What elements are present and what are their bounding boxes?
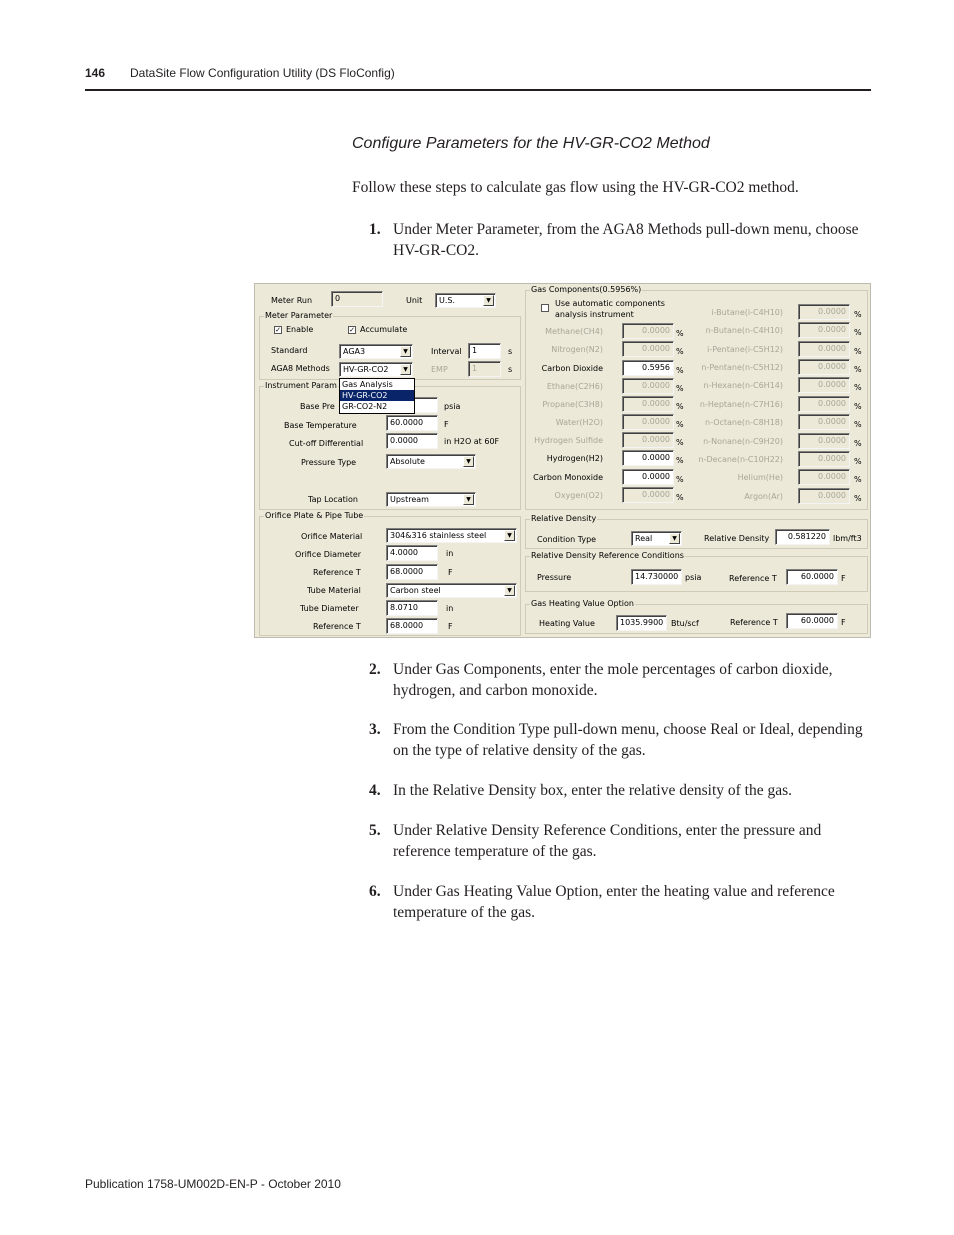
orifice-material-select[interactable] <box>386 528 517 543</box>
pressure-type-select[interactable] <box>386 454 476 469</box>
gas-component-field[interactable]: 0.0000 <box>798 304 850 320</box>
gas-component-field[interactable]: 0.0000 <box>798 322 850 338</box>
gas-component-field[interactable]: 0.0000 <box>622 378 674 394</box>
gas-component-field[interactable]: 0.0000 <box>622 323 674 339</box>
pressure-type-value: Absolute <box>390 457 425 466</box>
gas-component-field[interactable]: 0.0000 <box>798 488 850 504</box>
page-header-number: 146 <box>85 66 106 80</box>
step-text: Under Gas Components, enter the mole percentages of carbon dioxide, hydrogen, and carbon monoxide. <box>393 661 833 699</box>
section-title: Configure Parameters for the HV-GR-CO2 Method <box>352 135 710 152</box>
orifice-diameter-unit: in <box>446 549 454 558</box>
step-number: 1. <box>369 221 381 238</box>
gas-component-field[interactable]: 0.0000 <box>798 396 850 412</box>
rd-reference-t-field[interactable]: 60.0000 <box>786 569 838 585</box>
hv-reference-t-unit: F <box>841 618 846 627</box>
tap-location-label: Tap Location <box>308 495 358 504</box>
aga8-methods-label: AGA8 Methods <box>271 364 330 373</box>
gas-component-unit: % <box>854 402 862 411</box>
tube-reference-t-label: Reference T <box>313 622 361 631</box>
gas-component-label: i-Butane(i-C4H10) <box>711 308 783 317</box>
gas-component-field[interactable]: 0.0000 <box>798 341 850 357</box>
step-number: 5. <box>369 822 381 839</box>
gas-component-field[interactable]: 0.0000 <box>798 433 850 449</box>
automatic-components-label-2: analysis instrument <box>555 310 634 319</box>
cutoff-differential-label: Cut-off Differential <box>289 439 364 448</box>
emp-label: EMP <box>431 365 448 374</box>
meter-run-label: Meter Run <box>271 296 313 305</box>
gas-component-field[interactable]: 0.0000 <box>622 341 674 357</box>
gas-component-field[interactable]: 0.0000 <box>622 487 674 503</box>
enable-checkbox[interactable]: ✓ <box>275 326 281 334</box>
standard-select[interactable] <box>339 344 413 359</box>
chevron-down-icon[interactable]: ▼ <box>463 456 474 467</box>
gas-component-unit: % <box>854 494 862 503</box>
gas-component-unit: % <box>854 457 862 466</box>
step-text: In the Relative Density box, enter the relative density of the gas. <box>393 782 793 799</box>
gas-component-unit: % <box>854 475 862 484</box>
chevron-down-icon[interactable]: ▼ <box>400 346 411 357</box>
rd-reference-t-unit: F <box>841 574 846 583</box>
hv-reference-t-field[interactable]: 60.0000 <box>786 613 838 629</box>
tube-material-value: Carbon steel <box>390 586 441 595</box>
gas-component-field[interactable]: 0.0000 <box>622 469 674 485</box>
step-number: 4. <box>369 782 381 799</box>
orifice-reference-t-label: Reference T <box>313 568 361 577</box>
tap-location-select[interactable] <box>386 492 476 507</box>
step-text: Under Relative Density Reference Conditions, enter the pressure and reference temperature of the gas. <box>393 822 822 860</box>
meter-run-field[interactable]: 0 <box>331 291 383 307</box>
tube-reference-t-field[interactable]: 68.0000 <box>386 618 438 634</box>
gas-component-label: Argon(Ar) <box>744 492 783 501</box>
gas-component-label: n-Pentane(n-C5H12) <box>701 363 783 372</box>
gas-component-unit: % <box>854 383 862 392</box>
step-text: Under Meter Parameter, from the AGA8 Methods pull-down menu, choose HV-GR-CO2. <box>393 221 859 259</box>
gas-component-label: Carbon Dioxide <box>541 364 603 373</box>
gas-component-label: Ethane(C2H6) <box>546 382 603 391</box>
emp-unit: s <box>508 365 513 374</box>
gas-component-unit: % <box>676 384 684 393</box>
gas-component-field[interactable]: 0.0000 <box>798 359 850 375</box>
aga8-methods-value: HV-GR-CO2 <box>343 365 389 374</box>
gas-component-label: n-Octane(n-C8H18) <box>705 418 783 427</box>
page-footer: Publication 1758-UM002D-EN-P - October 2010 <box>85 1177 341 1191</box>
heating-value-field[interactable]: 1035.9900 <box>616 615 667 631</box>
rd-reference-legend: Relative Density Reference Conditions <box>531 551 684 560</box>
tube-reference-t-unit: F <box>448 622 453 631</box>
header-rule <box>85 89 871 91</box>
orifice-reference-t-field[interactable]: 68.0000 <box>386 564 438 580</box>
orifice-plate-legend: Orifice Plate & Pipe Tube <box>265 511 364 520</box>
tube-diameter-label: Tube Diameter <box>300 604 359 613</box>
dropdown-option-hv-gr-co2[interactable]: HV-GR-CO2 <box>340 390 414 401</box>
aga8-methods-dropdown <box>339 378 415 414</box>
base-pressure-label: Base Pre <box>300 402 335 411</box>
orifice-reference-t-unit: F <box>448 568 453 577</box>
dropdown-option-gas-analysis[interactable]: Gas Analysis <box>342 380 393 389</box>
rd-reference-t-label: Reference T <box>729 574 777 583</box>
gas-component-unit: % <box>676 438 684 447</box>
base-temperature-field[interactable]: 60.0000 <box>386 415 438 431</box>
relative-density-label: Relative Density <box>704 534 770 543</box>
gas-component-unit: % <box>854 365 862 374</box>
tube-diameter-unit: in <box>446 604 454 613</box>
gas-component-label: Hydrogen Sulfide <box>534 436 603 445</box>
gas-component-label: n-Heptane(n-C7H16) <box>699 400 783 409</box>
step-number: 3. <box>369 721 381 738</box>
unit-label: Unit <box>406 296 423 305</box>
gas-component-label: Hydrogen(H2) <box>546 454 603 463</box>
automatic-components-label-1: Use automatic components <box>555 299 665 308</box>
standard-value: AGA3 <box>343 347 366 356</box>
interval-field[interactable]: 1 <box>468 343 501 359</box>
gas-component-label: Helium(He) <box>737 473 783 482</box>
chevron-down-icon[interactable]: ▼ <box>483 295 494 306</box>
accumulate-label: Accumulate <box>360 325 408 334</box>
gas-component-unit: % <box>676 475 684 484</box>
meter-parameter-legend: Meter Parameter <box>265 311 333 320</box>
page-header-title: DataSite Flow Configuration Utility (DS FloConfig) <box>130 66 395 80</box>
interval-label: Interval <box>431 347 462 356</box>
chevron-down-icon[interactable]: ▼ <box>669 533 680 544</box>
cutoff-differential-unit: in H2O at 60F <box>444 437 500 446</box>
gas-component-field[interactable]: 0.0000 <box>622 414 674 430</box>
unit-value: U.S. <box>439 296 456 305</box>
condition-type-select[interactable] <box>631 531 682 546</box>
gas-component-label: Nitrogen(N2) <box>551 345 603 354</box>
gas-component-unit: % <box>854 439 862 448</box>
accumulate-checkbox[interactable]: ✓ <box>349 326 355 334</box>
gas-component-unit: % <box>676 402 684 411</box>
dropdown-option-gr-co2-n2[interactable]: GR-CO2-N2 <box>342 402 388 411</box>
gas-component-label: Propane(C3H8) <box>542 400 603 409</box>
cutoff-differential-field[interactable]: 0.0000 <box>386 433 438 449</box>
step-number: 2. <box>369 661 381 678</box>
chevron-down-icon[interactable]: ▼ <box>463 494 474 505</box>
gas-component-unit: % <box>854 328 862 337</box>
gas-component-unit: % <box>854 347 862 356</box>
interval-unit: s <box>508 347 513 356</box>
condition-type-label: Condition Type <box>537 535 597 544</box>
intro-paragraph: Follow these steps to calculate gas flow using the HV-GR-CO2 method. <box>352 179 799 196</box>
gas-component-field[interactable]: 0.0000 <box>622 396 674 412</box>
chevron-down-icon[interactable]: ▼ <box>504 530 515 541</box>
gas-component-unit: % <box>676 493 684 502</box>
heating-value-legend: Gas Heating Value Option <box>531 599 634 608</box>
tube-material-label: Tube Material <box>307 586 361 595</box>
gas-component-field[interactable]: 0.0000 <box>798 451 850 467</box>
gas-component-label: i-Pentane(i-C5H12) <box>707 345 783 354</box>
gas-component-field[interactable]: 0.0000 <box>798 377 850 393</box>
automatic-components-checkbox[interactable] <box>541 304 549 312</box>
pressure-label: Pressure <box>537 573 572 582</box>
enable-label: Enable <box>286 325 314 334</box>
step-text: Under Gas Heating Value Option, enter the heating value and reference temperature of the gas. <box>393 883 835 921</box>
gas-component-unit: % <box>676 329 684 338</box>
orifice-diameter-label: Orifice Diameter <box>295 550 362 559</box>
tube-material-select[interactable] <box>386 583 517 598</box>
gas-component-unit: % <box>854 310 862 319</box>
chevron-down-icon[interactable]: ▼ <box>400 364 411 375</box>
step-number: 6. <box>369 883 381 900</box>
standard-label: Standard <box>271 346 308 355</box>
gas-component-unit: % <box>676 366 684 375</box>
gas-component-unit: % <box>676 347 684 356</box>
chevron-down-icon[interactable]: ▼ <box>504 585 515 596</box>
tap-location-value: Upstream <box>390 495 429 504</box>
relative-density-field[interactable]: 0.581220 <box>775 529 830 545</box>
gas-components-legend: Gas Components(0.5956%) <box>531 285 642 294</box>
gas-component-field[interactable]: 0.0000 <box>798 414 850 430</box>
base-temperature-unit: F <box>444 420 449 429</box>
orifice-material-label: Orifice Material <box>301 532 363 541</box>
config-window-screenshot <box>254 283 871 638</box>
gas-component-label: Water(H2O) <box>555 418 603 427</box>
hv-reference-t-label: Reference T <box>730 618 778 627</box>
base-temperature-label: Base Temperature <box>284 421 357 430</box>
pressure-unit: psia <box>685 573 702 582</box>
gas-component-label: n-Butane(n-C4H10) <box>705 326 783 335</box>
gas-component-label: Oxygen(O2) <box>554 491 603 500</box>
unit-select[interactable] <box>435 293 496 308</box>
gas-component-label: Methane(CH4) <box>545 327 603 336</box>
relative-density-unit: lbm/ft3 <box>833 534 862 543</box>
gas-component-unit: % <box>676 456 684 465</box>
emp-field[interactable]: 1 <box>468 361 501 377</box>
gas-component-field[interactable]: 0.5956 <box>622 360 674 376</box>
condition-type-value: Real <box>635 534 653 543</box>
orifice-diameter-field[interactable]: 4.0000 <box>386 545 438 561</box>
relative-density-legend: Relative Density <box>531 514 597 523</box>
gas-component-label: n-Decane(n-C10H22) <box>698 455 783 464</box>
step-text: From the Condition Type pull-down menu, choose Real or Ideal, depending on the type of relative density of the gas. <box>393 721 863 759</box>
instrument-parameter-legend: Instrument Param <box>265 381 337 390</box>
gas-component-unit: % <box>676 420 684 429</box>
pressure-type-label: Pressure Type <box>301 458 357 467</box>
orifice-material-value: 304&316 stainless steel <box>390 531 487 540</box>
gas-component-label: Carbon Monoxide <box>533 473 603 482</box>
gas-component-field[interactable]: 0.0000 <box>622 450 674 466</box>
aga8-methods-select[interactable] <box>339 362 413 377</box>
heating-value-label: Heating Value <box>539 619 595 628</box>
base-pressure-unit: psia <box>444 402 461 411</box>
gas-component-unit: % <box>854 420 862 429</box>
gas-component-label: n-Hexane(n-C6H14) <box>703 381 783 390</box>
gas-component-field[interactable]: 0.0000 <box>798 469 850 485</box>
tube-diameter-field[interactable]: 8.0710 <box>386 600 438 616</box>
gas-component-field[interactable]: 0.0000 <box>622 432 674 448</box>
heating-value-unit: Btu/scf <box>671 619 699 628</box>
pressure-field[interactable]: 14.730000 <box>631 569 682 585</box>
gas-component-label: n-Nonane(n-C9H20) <box>703 437 783 446</box>
